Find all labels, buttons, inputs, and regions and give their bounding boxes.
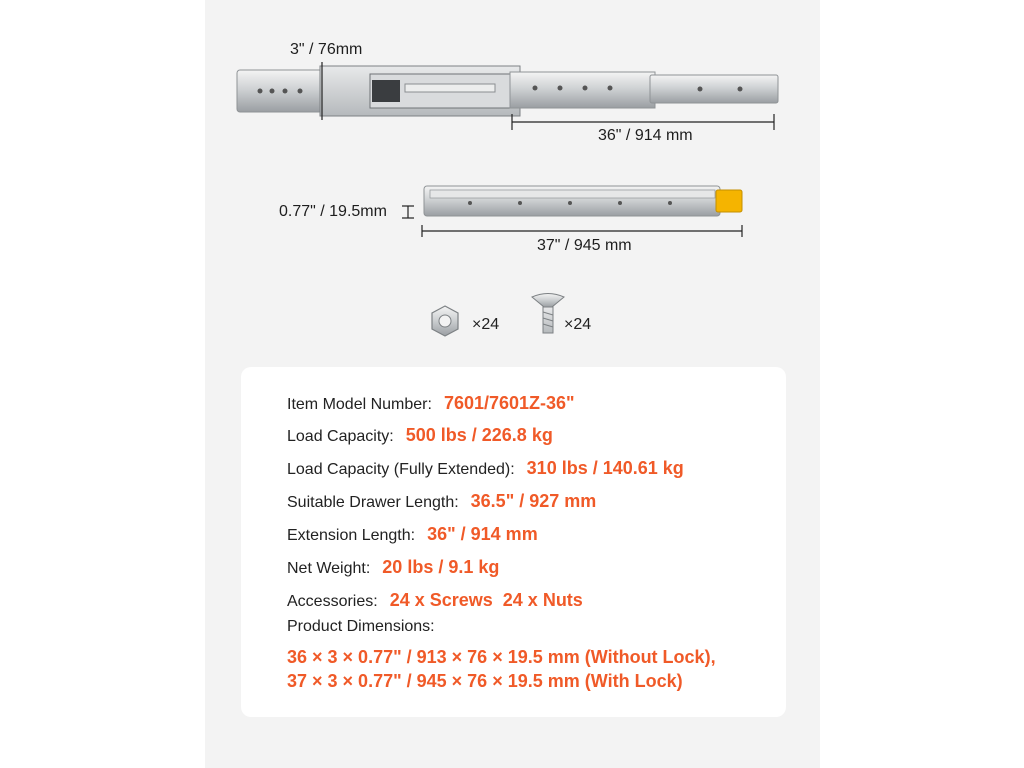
spec-row-load	[287, 425, 553, 446]
height-dimension-label: 0.77" / 19.5mm	[279, 203, 387, 220]
spec-label: Extension Length:	[287, 527, 416, 544]
spec-label: Product Dimensions:	[287, 618, 435, 635]
spec-label: Item Model Number:	[287, 396, 432, 413]
spec-value: 36" / 914 mm	[427, 524, 538, 544]
spec-label: Net Weight:	[287, 560, 371, 577]
spec-value: 24 x Screws	[389, 590, 493, 610]
width-dimension-label: 3" / 76mm	[290, 41, 363, 58]
spec-row-extension	[287, 524, 538, 545]
screw-icon	[532, 294, 564, 334]
closed-slide	[424, 186, 742, 216]
spec-value: 36.5" / 927 mm	[470, 491, 597, 511]
screw-quantity: ×24	[564, 316, 592, 333]
spec-row-accessories	[287, 590, 583, 611]
spec-value: 7601/7601Z-36"	[443, 393, 575, 413]
spec-value: 20 lbs / 9.1 kg	[382, 557, 500, 577]
spec-label: Load Capacity:	[287, 428, 394, 445]
product-dimensions-line-1: 36 × 3 × 0.77" / 913 × 76 × 19.5 mm (Without Lock),	[287, 647, 716, 667]
spec-row-weight	[287, 557, 499, 578]
closed-length-label: 37" / 945 mm	[537, 237, 632, 254]
spec-label: Accessories:	[287, 593, 378, 610]
spec-row-dimensions-label	[287, 618, 435, 636]
spec-card	[241, 367, 786, 717]
spec-value: 500 lbs / 226.8 kg	[405, 425, 553, 445]
spec-row-drawer-length	[287, 491, 596, 512]
spec-value: 310 lbs / 140.61 kg	[526, 458, 684, 478]
nut-quantity: ×24	[472, 316, 500, 333]
extension-dimension-label: 36" / 914 mm	[598, 127, 693, 144]
spec-value: 24 x Nuts	[502, 590, 583, 610]
spec-label: Load Capacity (Fully Extended):	[287, 461, 515, 478]
hex-nut-icon	[432, 306, 458, 336]
extended-slide	[237, 66, 778, 116]
spec-label: Suitable Drawer Length:	[287, 494, 459, 511]
spec-row-model	[287, 393, 575, 414]
spec-row-load-extended	[287, 458, 684, 479]
product-dimensions-line-2: 37 × 3 × 0.77" / 945 × 76 × 19.5 mm (With Lock)	[287, 671, 683, 691]
